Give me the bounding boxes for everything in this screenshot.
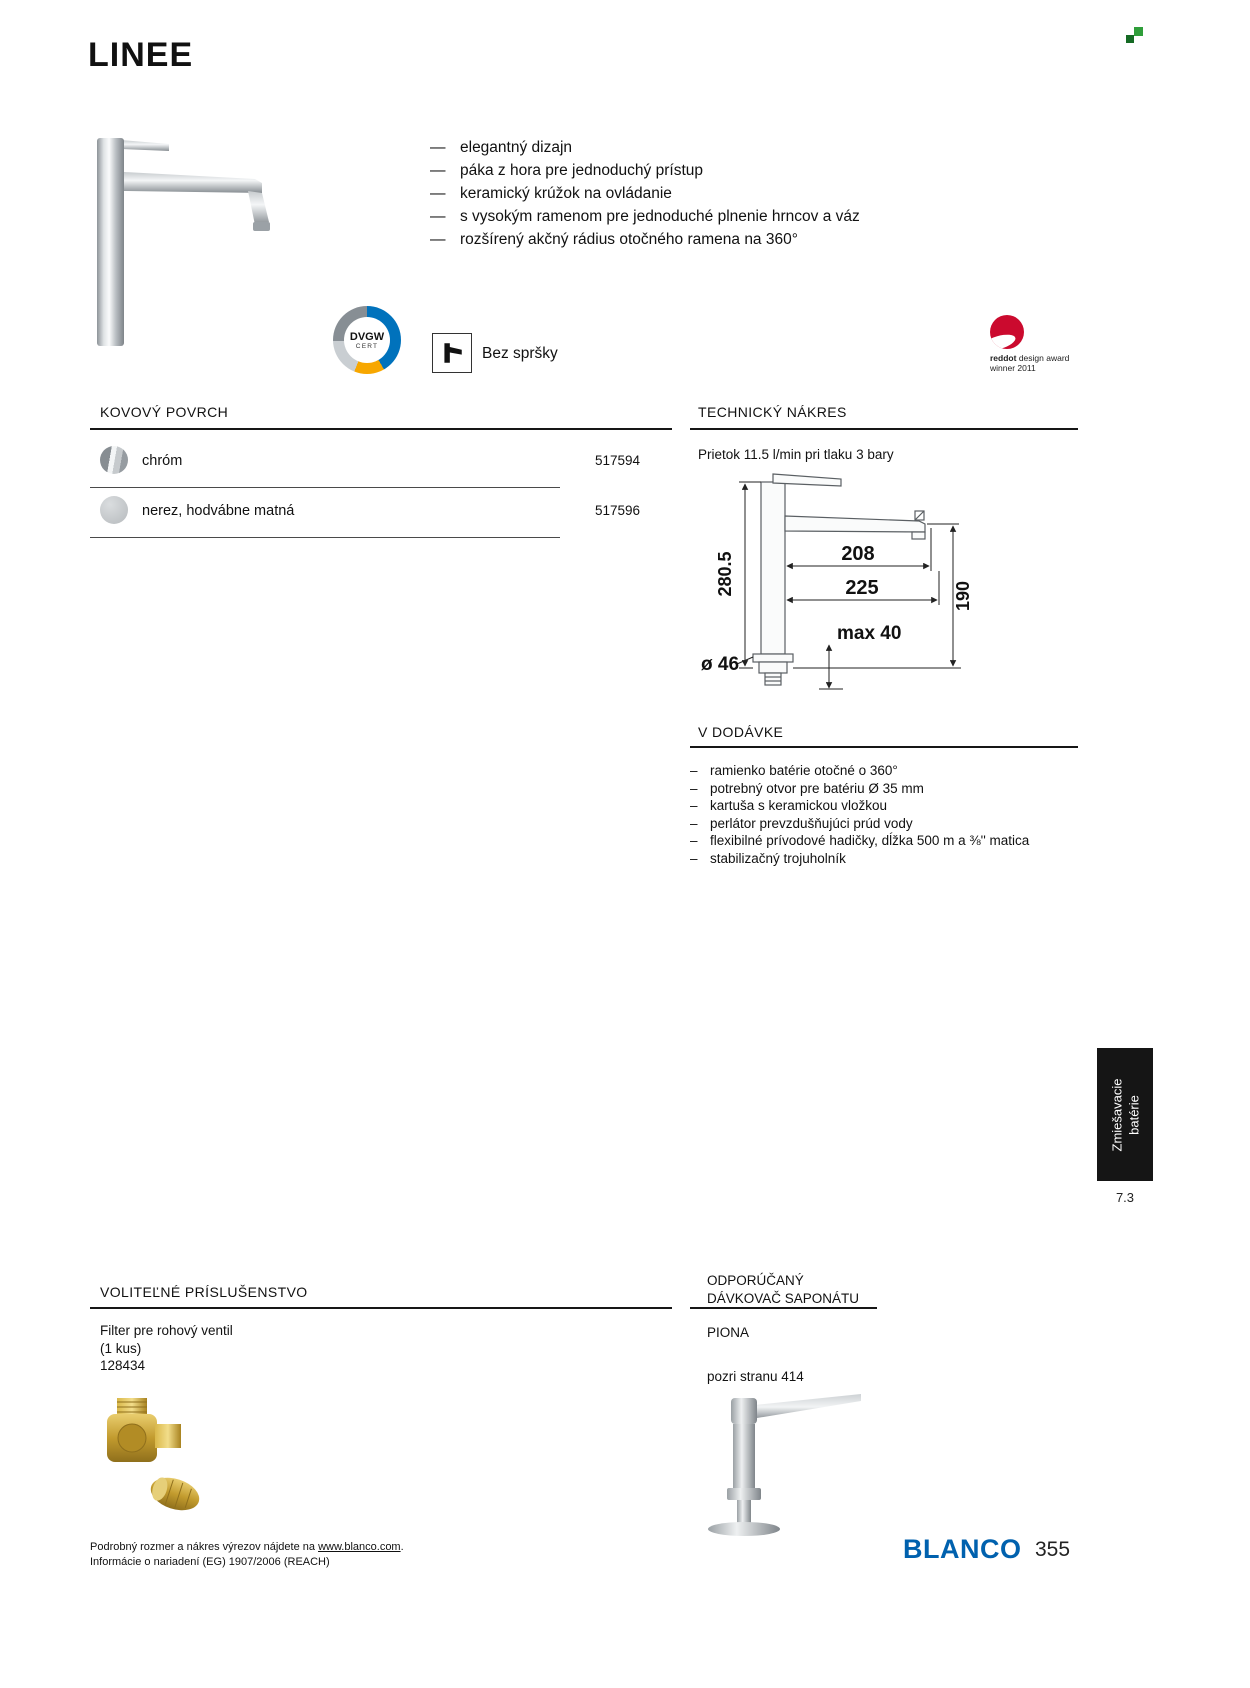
rule-delivery — [690, 746, 1078, 748]
row-separator — [90, 537, 560, 538]
dispenser-image-piona — [693, 1388, 878, 1543]
technical-drawing — [693, 468, 1088, 718]
chapter-number: 7.3 — [1115, 1190, 1135, 1205]
surface-row-label: chróm — [142, 453, 183, 469]
product-image-faucet — [85, 122, 285, 357]
dim-height-label: 280.5 — [715, 551, 735, 597]
row-separator — [90, 487, 560, 488]
dim-diameter-label: ø 46 — [701, 654, 740, 675]
surface-row-code: 517596 — [595, 503, 641, 518]
dispenser-page-reference: pozri stranu 414 — [707, 1369, 804, 1384]
faucet-lever-icon — [439, 340, 465, 366]
page-number: 355 — [1035, 1538, 1071, 1561]
delivery-item: – potrebný otvor pre batériu Ø 35 mm — [690, 780, 1090, 798]
feature-item: — keramický krúžok na ovládanie — [430, 182, 990, 205]
dispenser-name: PIONA — [707, 1325, 750, 1340]
chapter-tab-label-line2: batérie — [1126, 1094, 1141, 1135]
section-title-accessories: VOLITEĽNÉ PRÍSLUŠENSTVO — [100, 1284, 308, 1300]
leaf-pixel-icon — [1126, 27, 1143, 44]
chapter-tab — [1097, 1048, 1153, 1181]
rule-surface — [90, 428, 672, 430]
faucet-body — [97, 138, 124, 346]
footer-note-suffix: . — [400, 1541, 404, 1553]
feature-item: — páka z hora pre jednoduchý prístup — [430, 159, 990, 182]
delivery-item: – stabilizačný trojuholník — [690, 850, 1090, 868]
faucet-aerator — [253, 222, 270, 231]
rule-dispenser — [690, 1307, 877, 1309]
reddot-award — [990, 315, 1100, 373]
delivery-item: – perlátor prevzdušňujúci prúd vody — [690, 815, 1090, 833]
delivery-list — [690, 762, 1090, 867]
flow-rate-text: Prietok 11.5 l/min pri tlaku 3 bary — [698, 447, 894, 462]
dim-reach-upper-label: 208 — [841, 543, 875, 565]
dvgw-cert-badge — [333, 306, 401, 374]
faucet-lever — [121, 140, 169, 151]
feature-list — [430, 136, 990, 251]
page-title: LINEE — [88, 36, 194, 74]
no-spray-icon-box — [432, 333, 472, 373]
dispenser-section-title-line1: ODPORÚČANÝ — [707, 1273, 804, 1288]
faucet-spout — [124, 172, 262, 193]
footer-note-line2: Informácie o nariadení (EG) 1907/2006 (REACH) — [90, 1556, 330, 1568]
accessory-image-filter — [95, 1392, 215, 1532]
blanco-website-link[interactable]: www.blanco.com — [318, 1541, 401, 1553]
blanco-logo: BLANCO — [903, 1534, 1022, 1564]
section-title-surface: KOVOVÝ POVRCH — [100, 404, 229, 420]
footer-note-prefix: Podrobný rozmer a nákres výrezov nájdete na — [90, 1541, 319, 1553]
reddot-rest-text: design award — [1016, 353, 1070, 363]
dvgw-label: DVGW — [349, 330, 385, 343]
delivery-item: – ramienko batérie otočné o 360° — [690, 762, 1090, 780]
dvgw-sub-label: CERT — [355, 342, 379, 350]
reddot-bold-text: reddot — [990, 353, 1017, 363]
chapter-tab-label-line1: Zmiešavacie — [1109, 1078, 1124, 1151]
section-title-technical: TECHNICKÝ NÁKRES — [698, 404, 847, 420]
accessory-quantity: (1 kus) — [100, 1340, 142, 1356]
rule-accessories — [90, 1307, 672, 1309]
dim-max-label: max 40 — [837, 623, 902, 644]
dim-outlet-height-label: 190 — [953, 580, 973, 612]
accessory-name: Filter pre rohový ventil — [100, 1323, 233, 1338]
dim-reach-lower-label: 225 — [845, 577, 879, 599]
delivery-item: – kartuša s keramickou vložkou — [690, 797, 1090, 815]
swatch-chrome-icon — [100, 446, 128, 474]
feature-item: — s vysokým ramenom pre jednoduché plnenie hrncov a váz — [430, 205, 990, 228]
surface-row-code: 517594 — [595, 453, 641, 468]
feature-item: — rozšírený akčný rádius otočného ramena na 360° — [430, 228, 990, 251]
reddot-logo-icon — [990, 315, 1024, 349]
no-spray-label: Bez spršky — [482, 345, 558, 362]
surface-row-label: nerez, hodvábne matná — [142, 503, 295, 519]
dispenser-section-title-line2: DÁVKOVAČ SAPONÁTU — [707, 1291, 860, 1306]
drawing-faucet-outline — [753, 474, 925, 685]
faucet-spout-tip — [248, 191, 269, 225]
delivery-item: – flexibilné prívodové hadičky, dĺžka 500 m a ⅜'' matica — [690, 832, 1090, 850]
rule-technical — [690, 428, 1078, 430]
accessory-code: 128434 — [100, 1358, 146, 1373]
feature-item: — elegantný dizajn — [430, 136, 990, 159]
section-title-delivery: V DODÁVKE — [698, 724, 784, 740]
reddot-winner-text: winner 2011 — [990, 363, 1036, 373]
swatch-matte-icon — [100, 496, 128, 524]
